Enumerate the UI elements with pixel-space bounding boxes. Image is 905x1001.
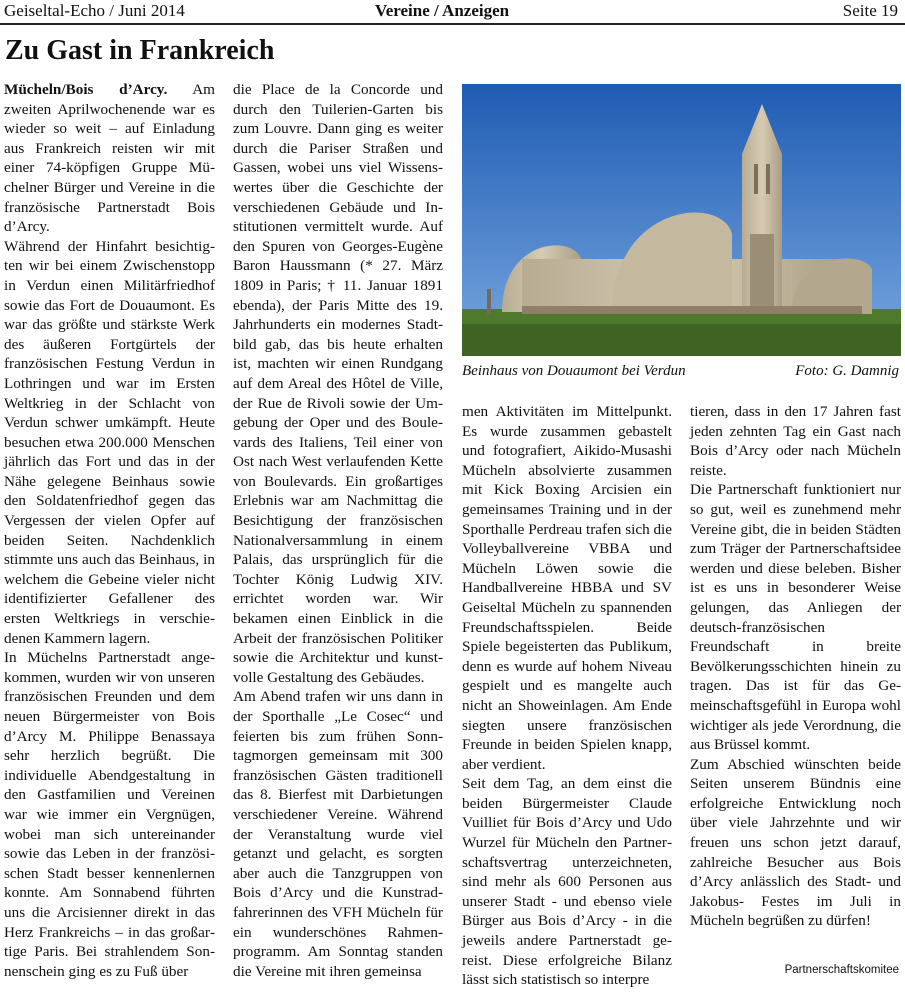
paragraph-text: Am zweiten Aprilwochenende war es wieder so weit – auf Einladung aus Frankreich reisten wir mit einer 74-köpfigen Gruppe Müchelner Bürger und Vereine in die französische Partnerstadt Bois d’Arcy. [4,81,215,236]
flagpole [487,289,491,314]
page-header [0,0,905,26]
caption-text: Beinhaus von Douaumont bei Verdun [462,363,686,379]
article-column-3 [462,402,672,1001]
terrace [522,306,862,314]
lawn-shadow [462,324,901,356]
dateline: Mücheln/Bois d’Arcy. [4,81,168,98]
tower-base [750,234,774,314]
article-column-2 [233,80,443,1001]
paragraph: Zum Abschied wünschten beide Seiten unserem Bündnis eine erfolgreiche Entwicklung noch über viele Jahrzehnte und wir freuen uns schon jetzt darauf, zahlreiche Besucher aus Bois d’Arcy anlässlich des Stadt- und Jakobus- Festes im Juli in Mücheln begrüßen zu dürfen! [690,755,901,930]
publication-name: Geiseltal-Echo / Juni 2014 [4,1,185,20]
author-signature: Partnerschaftskomitee [784,964,899,976]
article-title: Zu Gast in Frankreich [5,35,275,66]
paragraph [4,80,215,237]
article-column-4 [690,402,901,962]
paragraph: tieren, dass in den 17 Jahren fast jeden zehnten Tag ein Gast nach Bois d’Arcy oder nach Mücheln reiste. [690,403,901,479]
article-photo [462,84,901,356]
paragraph: Die Partnerschaft funktioniert nur so gut, weil es zunehmend mehr Vereine gibt, die in beiden Städten zum Träger der Partnerschaftsidee werden und diese beleben. Bisher ist es uns in besonderer Weise gelungen, das Anliegen der deutsch-französischen Freundschaft in breite Bevölkerungsschichten hinein zu tragen. Das ist für das Gemeinschaftsgefühl in Europa wohl wichtiger als jede Verordnung, die aus Brüssel kommt. [690,481,901,754]
ossuary-photo [462,84,901,356]
paragraph: In Müchelns Partnerstadt angekommen, wurden wir von unseren französischen Freunden und dem neuen Bürgermeister von Bois d’Arcy M. Philippe Benassaya sehr herzlich begrüßt. Die individuelle Abendgestaltung in den Gastfamilien und Vereinen war wie immer ein Vergnügen, wobei man sich untereinander sowie das Leben in der französischen Stadt besser kennenlernen konnte. Am Sonnabend führten uns die Arcisienner direkt in das Herz Frankreichs – in das großartige Paris. Bei strahlendem Sonnenschein ging es zu Fuß über [4,649,215,980]
page-number: Seite 19 [842,1,898,20]
tower-window [766,164,770,194]
photo-credit: Foto: G. Damnig [795,363,899,379]
section-title: Vereine / Anzeigen [375,1,510,20]
paragraph: Während der Hinfahrt besichtigten wir bei einem Zwischenstopp in Verdun einen Militärfriedhof sowie das Fort de Douaumont. Es war das größte und stärkste Werk des äußeren Fortgürtels der französischen Festung Verdun in Lothringen und war im Ersten Weltkrieg in der Schlacht von Verdun schwer umkämpft. Heute besuchen etwa 200.000 Menschen jährlich das Fort und das in der Nähe gelegene Beinhaus sowie den Soldatenfriedhof gegen das Vergessen der vielen Opfer auf beiden Seiten. Nachdenklich stimmte uns auch das Beinhaus, in welchem die Gebeine vieler nicht identifizierter Gefallener des ersten Weltkriegs in verschiedenen Kammern lagern. [4,237,215,647]
paragraph: die Place de la Concorde und durch den Tuilerien-Garten bis zum Louvre. Dann ging es weiter durch die Pariser Straßen und Gassen, wobei uns viel Wissenswertes über die Geschichte der verschiedenen Gebäude und Institutionen vermittelt wurde. Auf den Spuren von Georges-Eugène Baron Haussmann (* 27. März 1809 in Paris; † 11. Januar 1891 ebenda), der Paris Mitte des 19. Jahrhunderts ein modernes Stadtbild gab, das bis heute erhalten ist, machten wir einen Rundgang auf dem Areal des Hôtel de Ville, der Rue de Rivoli sowie der Umgebung der Oper und des Boulevards des Italiens, Teil einer von Ost nach West verlaufenden Kette von Boulevards. Ein großartiges Erlebnis war am Nachmittag die Besichtigung der französischen Nationalversammlung in einem Palais, das ursprünglich für die Tochter König Ludwig XIV. errichtet worden war. Wir bekamen einen Einblick in die Arbeit der französischen Politiker sowie die Architektur und kunstvolle Gestaltung des Gebäudes. [233,81,443,686]
paragraph: men Aktivitäten im Mittelpunkt. Es wurde zusammen gebastelt und fotografiert, Aikido-Musashi Mücheln absolvierte zusammen mit Kick Boxing Arcisien ein gemeinsames Training und in der Sporthalle Perdreau trafen sich die Volleyballvereine VBBA und Mücheln Löwen sowie die Handballvereine HBBA und SV Geiseltal Mücheln zu spannenden Freundschaftsspielen. Beide Spiele begeisterten das Publikum, denn es wurde auf hohem Niveau gespielt und es mangelte auch nicht an Showeinlagen. Am Ende siegten unsere französischen Freunde in beiden Spielen knapp, aber verdient. [462,403,673,773]
header-rule [0,23,905,25]
photo-caption [462,361,899,381]
paragraph: Am Abend trafen wir uns dann in der Sporthalle „Le Cosec“ und feierten bis zum frühen Sonntagmorgen gemeinsam mit 300 französischen Gästen traditionell das 8. Bierfest mit Darbietungen verschiedener Vereine. Während der Veranstaltung wurde viel getanzt und gelacht, es sorgten aber auch die Tanzgruppen von Bois d’Arcy und die Kunstradfahrerinnen des VFH Mücheln für ein wunderschönes Rahmenprogramm. Am Sonntag standen die Vereine mit ihren gemeinsa [233,688,443,980]
tower-window [754,164,758,194]
paragraph: Seit dem Tag, an dem einst die beiden Bürgermeister Claude Vuilliet für Bois d’Arcy und Udo Wurzel für Mücheln den Partnerschaftsvertrag unterzeichneten, sind mehr als 600 Personen aus unserer Stadt - und ebenso viele Bürger aus Bois d’Arcy - in die jeweils andere Partnerstadt gereist. Diese erfolgreiche Bilanz lässt sich statistisch so interpre [462,775,672,989]
article-column-1 [4,80,215,1001]
